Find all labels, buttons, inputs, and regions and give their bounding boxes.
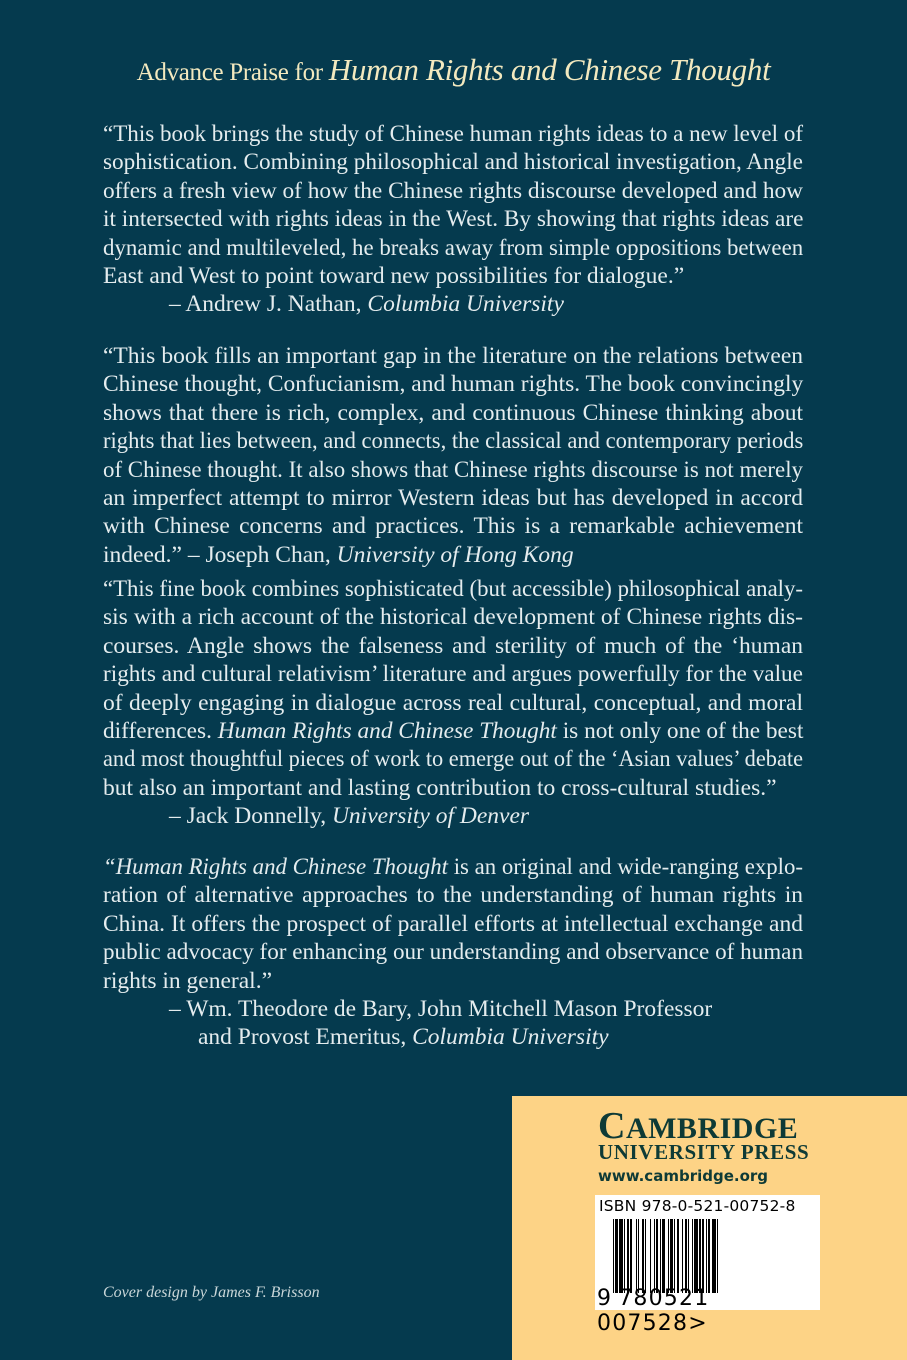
attribution: [103, 1023, 803, 1051]
praise-heading: [0, 52, 907, 88]
attribution: [103, 541, 803, 569]
attribution-affiliation: University of Hong Kong: [336, 541, 574, 568]
logo-initial: C: [598, 1105, 626, 1147]
barcode: [595, 1195, 820, 1336]
quote-line: courses. Angle shows the falseness and sterility of much of the ‘human: [103, 632, 803, 659]
text: differences.: [103, 717, 218, 744]
quote-line: sis with a rich account of the historical development of Chinese rights dis-: [103, 604, 803, 631]
barcode-digits: [597, 1286, 820, 1336]
quote-line: rights in general.”: [103, 967, 273, 994]
quote-line: sophistication. Combining philosophical and historical investigation, Angle: [103, 149, 803, 176]
quote-line: dynamic and multileveled, he breaks away from simple oppositions between: [103, 234, 804, 261]
praise-quote-chan: [103, 342, 803, 569]
text: is an original and wide-ranging explo-: [447, 854, 803, 880]
praise-quote-nathan: [103, 120, 803, 319]
book-title-ref: “Human Rights and Chinese Thought: [103, 854, 448, 880]
quote-line: “This fine book combines sophisticated (but accessible) philosophical analy-: [103, 576, 803, 602]
quote-line: “This book fills an important gap in the literature on the relations between: [103, 343, 803, 369]
quote-line: shows that there is rich, complex, and continuous Chinese thinking about: [103, 399, 803, 426]
quote-line: with Chinese concerns and practices. This is a remarkable achievement: [103, 513, 803, 540]
book-title: Human Rights and Chinese Thought: [328, 52, 771, 87]
quote-line: East and West to point toward new possibilities for dialogue.”: [103, 262, 685, 289]
quote-line: of deeply engaging in dialogue across real cultural, conceptual, and moral: [103, 689, 803, 716]
attribution: [103, 290, 803, 318]
lead-digit: 9: [597, 1286, 613, 1311]
quote-line: offers a fresh view of how the Chinese rights discourse developed and how: [103, 177, 803, 204]
quote-line: China. It offers the prospect of parallel efforts at intellectual exchange and: [103, 910, 803, 937]
heading-prefix: Advance Praise for: [136, 59, 329, 86]
arrow: >: [688, 1311, 708, 1336]
text: is not only one of the best: [556, 717, 804, 744]
quote-line: Chinese thought, Confucianism, and human rights. The book convincingly: [103, 371, 804, 398]
quote-line: public advocacy for enhancing our understanding and observance of human: [103, 939, 803, 966]
publisher-logo-subtitle: UNIVERSITY PRESS: [598, 1140, 810, 1164]
barcode-bars: [613, 1219, 813, 1293]
quote-line: it intersected with rights ideas in the West. By showing that rights ideas are: [103, 206, 804, 233]
attribution-affiliation: Columbia University: [412, 1024, 609, 1051]
attribution: – Wm. Theodore de Bary, John Mitchell Mason Professor: [169, 995, 713, 1022]
attribution-name: – Andrew J. Nathan,: [169, 291, 368, 318]
attribution-name: indeed.” – Joseph Chan,: [103, 541, 337, 568]
attribution: [103, 802, 803, 830]
quote-line: ration of alternative approaches to the understanding of human rights in: [103, 882, 803, 909]
attribution-affiliation: Columbia University: [367, 291, 564, 318]
quote-line: an imperfect attempt to mirror Western ideas but has developed in accord: [103, 484, 803, 511]
publisher-box: [512, 1096, 907, 1360]
attribution-name: – Jack Donnelly,: [169, 803, 332, 830]
quote-line: and most thoughtful pieces of work to emerge out of the ‘Asian values’ debate: [103, 746, 803, 773]
quote-line: of Chinese thought. It also shows that Chinese rights discourse is not merely: [103, 456, 803, 483]
quote-line: [103, 853, 803, 881]
quote-line: but also an important and lasting contribution to cross-cultural studies.”: [103, 774, 777, 801]
cover-design-credit: Cover design by James F. Brisson: [103, 1284, 320, 1301]
praise-quote-donnelly: [103, 575, 803, 831]
publisher-url: www.cambridge.org: [598, 1167, 769, 1185]
quote-line: rights and cultural relativism’ literature and argues powerfully for the value: [103, 661, 803, 688]
attribution-name: and Provost Emeritus,: [198, 1024, 413, 1051]
praise-quote-debary: [103, 853, 803, 1052]
logo-rest: AMBRIDGE: [625, 1112, 799, 1145]
attribution-affiliation: University of Denver: [331, 803, 530, 830]
book-title-ref: Human Rights and Chinese Thought: [217, 717, 557, 744]
isbn-label: ISBN 978-0-521-00752-8: [599, 1197, 796, 1215]
quote-line: [103, 717, 803, 745]
quote-line: “This book brings the study of Chinese human rights ideas to a new level of: [103, 121, 804, 147]
digits: 780521 007528: [597, 1286, 710, 1336]
quote-line: rights that lies between, and connects, the classical and contemporary periods: [103, 428, 804, 455]
